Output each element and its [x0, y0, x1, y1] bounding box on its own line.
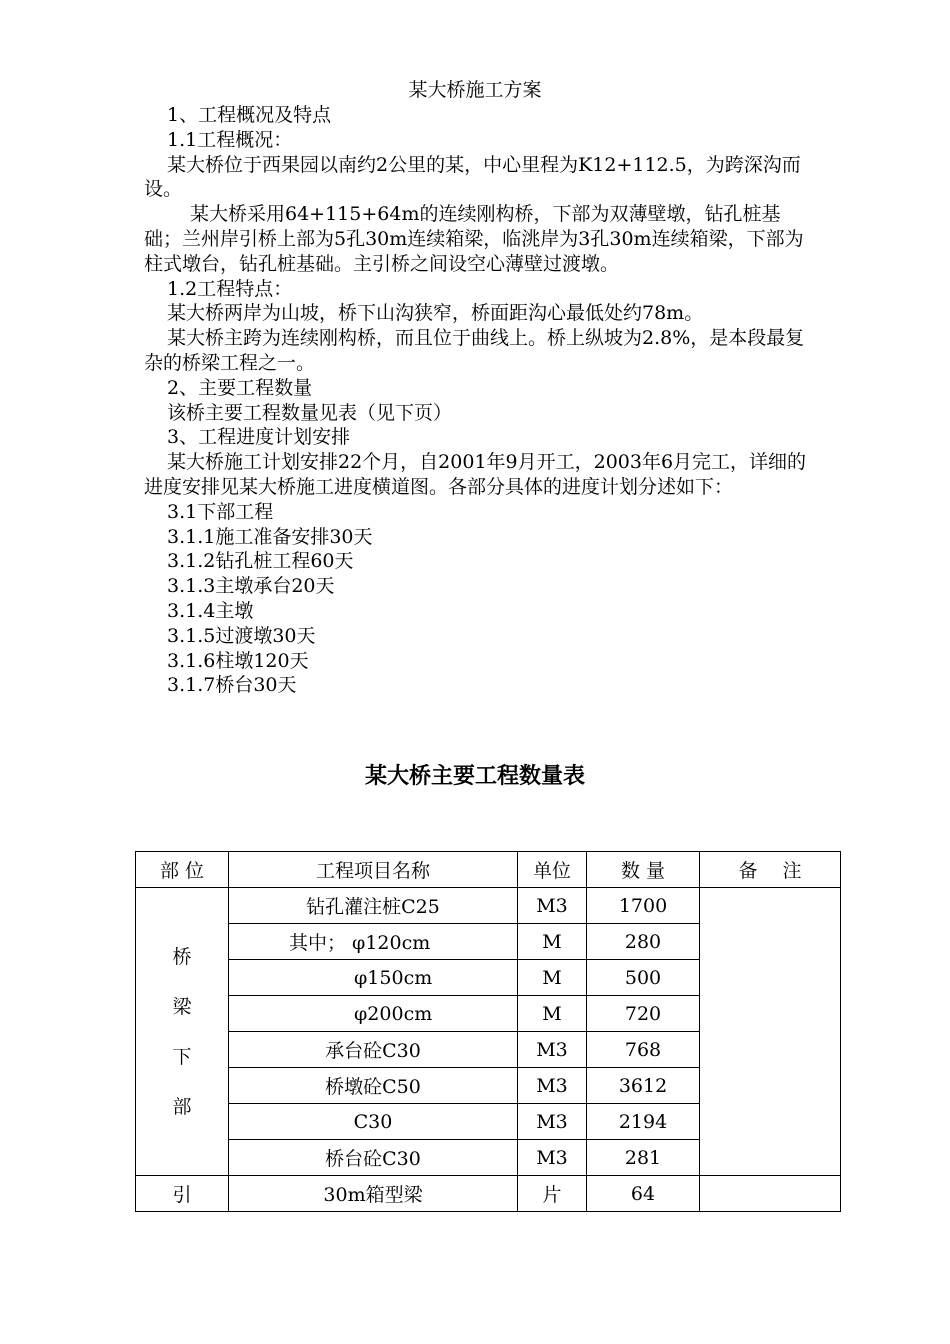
paragraph: 某大桥施工计划安排22个月，自2001年9月开工，2003年6月完工，详细的进度安排见某大桥施工进度横道图。各部分具体的进度计划分述如下： [144, 451, 807, 498]
item-unit: M [518, 924, 587, 960]
quantity-table [135, 851, 841, 1212]
item-qty: 280 [587, 924, 700, 960]
item-unit: M3 [518, 1140, 587, 1176]
heading-2: 2、主要工程数量 [167, 376, 313, 399]
item-qty: 1700 [587, 888, 700, 924]
item-qty: 3612 [587, 1068, 700, 1104]
item-name: 30m箱型梁 [229, 1176, 518, 1212]
item-name: 承台砼C30 [229, 1032, 518, 1068]
table-row [136, 1176, 841, 1212]
table-row [136, 888, 841, 924]
item-qty: 768 [587, 1032, 700, 1068]
document-body [144, 103, 810, 698]
item-name: 桥墩砼C50 [229, 1068, 518, 1104]
item-unit: M [518, 960, 587, 996]
paragraph: 某大桥两岸为山坡，桥下山沟狭窄，桥面距沟心最低处约78m。 [167, 302, 704, 325]
heading-1-2: 1.2工程特点： [167, 277, 293, 300]
paragraph: 某大桥位于西果园以南约2公里的某，中心里程为K12+112.5，为跨深沟而设。 [144, 153, 801, 201]
schedule-item: 3.1.7桥台30天 [167, 674, 297, 697]
item-unit: 片 [518, 1176, 587, 1212]
item-unit: M3 [518, 1068, 587, 1104]
header-cell: 数 量 [587, 852, 700, 888]
remarks-cell [700, 888, 841, 1176]
item-qty: 720 [587, 996, 700, 1032]
schedule-item: 3.1.3主墩承台20天 [167, 575, 335, 598]
table-header-row [136, 852, 841, 888]
item-name: 桥台砼C30 [229, 1140, 518, 1176]
header-cell: 部 位 [136, 852, 229, 888]
item-qty: 2194 [587, 1104, 700, 1140]
item-unit: M3 [518, 888, 587, 924]
schedule-item: 3.1.1施工准备安排30天 [167, 525, 373, 548]
paragraph: 某大桥主跨为连续刚构桥，而且位于曲线上。桥上纵坡为2.8%，是本段最复杂的桥梁工程之一。 [144, 327, 805, 374]
document-title: 某大桥施工方案 [408, 79, 542, 101]
item-name: 钻孔灌注桩C25 [229, 888, 518, 924]
heading-1-1: 1.1工程概况： [167, 128, 293, 151]
heading-3: 3、工程进度计划安排 [167, 426, 351, 449]
item-name: φ200cm [229, 996, 518, 1032]
item-qty: 281 [587, 1140, 700, 1176]
part-cell: 引 [136, 1176, 229, 1212]
item-unit: M3 [518, 1104, 587, 1140]
item-name: C30 [229, 1104, 518, 1140]
item-unit: M [518, 996, 587, 1032]
header-cell: 备 注 [700, 852, 841, 888]
heading-3-1: 3.1下部工程 [167, 500, 274, 523]
heading-1: 1、工程概况及特点 [167, 104, 332, 126]
schedule-item: 3.1.6柱墩120天 [167, 649, 309, 672]
item-name: 其中； φ120cm [229, 924, 518, 960]
item-name: φ150cm [229, 960, 518, 996]
remarks-cell [700, 1176, 841, 1212]
part-cell: 桥 梁 下 部 [136, 888, 229, 1176]
paragraph: 该桥主要工程数量见表（见下页） [167, 401, 453, 424]
schedule-item: 3.1.5过渡墩30天 [167, 624, 316, 647]
item-unit: M3 [518, 1032, 587, 1068]
schedule-item: 3.1.2钻孔桩工程60天 [167, 550, 354, 573]
table-title: 某大桥主要工程数量表 [364, 763, 585, 789]
item-qty: 64 [587, 1176, 700, 1212]
header-cell: 工程项目名称 [229, 852, 518, 888]
schedule-item: 3.1.4主墩 [167, 599, 254, 622]
item-qty: 500 [587, 960, 700, 996]
header-cell: 单位 [518, 852, 587, 888]
paragraph: 某大桥采用64+115+64m的连续刚构桥，下部为双薄壁墩，钻孔桩基础；兰州岸引桥上部为5孔30m连续箱梁，临洮岸为3孔30m连续箱梁，下部为柱式墩台，钻孔桩基础。主引桥之间设空心薄壁过渡墩。 [144, 203, 804, 275]
